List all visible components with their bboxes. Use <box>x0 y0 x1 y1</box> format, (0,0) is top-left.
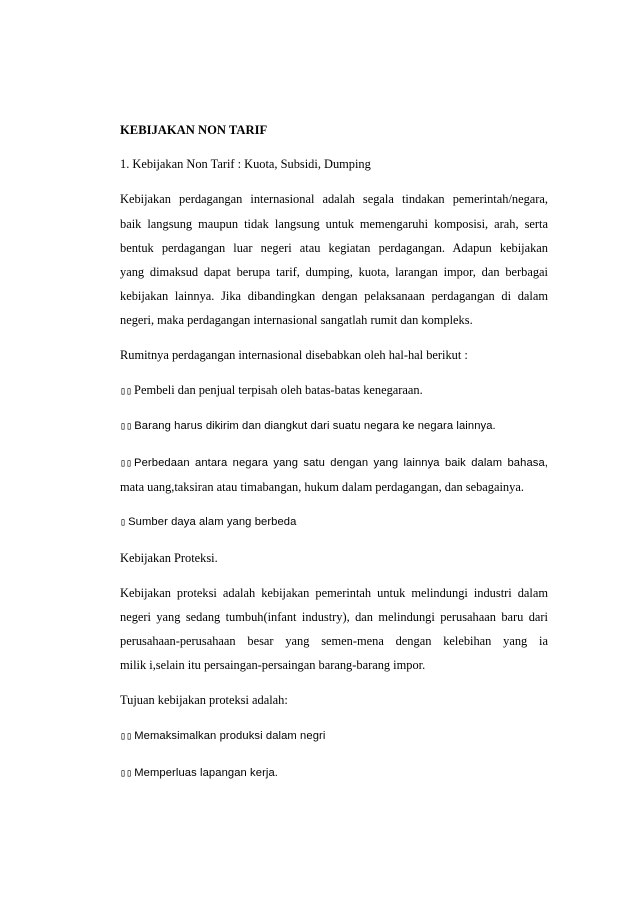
bullet-box-icon: ▯▯ <box>120 458 133 469</box>
list-item <box>120 729 548 744</box>
paragraph-line: milik i,selain itu persaingan-persaingan barang-barang impor. <box>120 658 426 672</box>
list-item <box>120 766 548 781</box>
bullet-box-icon: ▯▯ <box>120 731 133 742</box>
paragraph-line: yang dimaksud dapat berupa tarif, dumping, kuota, larangan impor, dan berbagai <box>120 265 548 279</box>
list-item <box>120 383 548 399</box>
paragraph-line: negeri, maka perdagangan internasional sangatlah rumit dan kompleks. <box>120 313 473 327</box>
paragraph-line: perusahaan-perusahaan besar yang semen-mena dengan kelebihan yang ia <box>120 634 548 648</box>
bullet-box-icon: ▯▯ <box>120 421 133 432</box>
paragraph: Tujuan kebijakan proteksi adalah: <box>120 693 288 707</box>
list-item-continuation: mata uang,taksiran atau timabangan, hukum dalam perdagangan, dan sebagainya. <box>120 480 524 494</box>
list-item-text: Pembeli dan penjual terpisah oleh batas-batas kenegaraan. <box>134 383 423 397</box>
paragraph-line: Kebijakan perdagangan internasional adalah segala tindakan pemerintah/negara, <box>120 192 548 206</box>
bullet-box-icon: ▯▯ <box>120 768 133 779</box>
list-item-text: Memaksimalkan produksi dalam negri <box>134 730 326 742</box>
list-item <box>120 419 548 434</box>
bullet-box-icon: ▯▯ <box>120 386 133 397</box>
document-title: KEBIJAKAN NON TARIF <box>120 123 268 137</box>
paragraph: Rumitnya perdagangan internasional disebabkan oleh hal-hal berikut : <box>120 348 468 362</box>
list-item <box>120 455 548 471</box>
section-heading: Kebijakan Proteksi. <box>120 551 218 565</box>
paragraph-line: bentuk perdagangan luar negeri atau kegiatan perdagangan. Adapun kebijakan <box>120 241 548 255</box>
list-item-text: Memperluas lapangan kerja. <box>134 767 279 779</box>
list-item-text: Perbedaan antara negara yang satu dengan yang lainnya baik dalam bahasa, <box>134 457 548 469</box>
paragraph-line: Kebijakan proteksi adalah kebijakan pemerintah untuk melindungi industri dalam <box>120 586 548 600</box>
section-heading: 1. Kebijakan Non Tarif : Kuota, Subsidi, Dumping <box>120 157 371 171</box>
bullet-box-icon: ▯ <box>120 517 127 528</box>
paragraph-line: kebijakan lainnya. Jika dibandingkan dengan pelaksanaan perdagangan di dalam <box>120 289 548 303</box>
paragraph-line: baik langsung maupun tidak langsung untuk memengaruhi komposisi, arah, serta <box>120 217 548 231</box>
list-item-text: Barang harus dikirim dan diangkut dari suatu negara ke negara lainnya. <box>134 420 496 432</box>
list-item <box>120 515 548 530</box>
list-item-text: Sumber daya alam yang berbeda <box>128 516 297 528</box>
paragraph-line: negeri yang sedang tumbuh(infant industry), dan melindungi perusahaan baru dari <box>120 610 548 624</box>
